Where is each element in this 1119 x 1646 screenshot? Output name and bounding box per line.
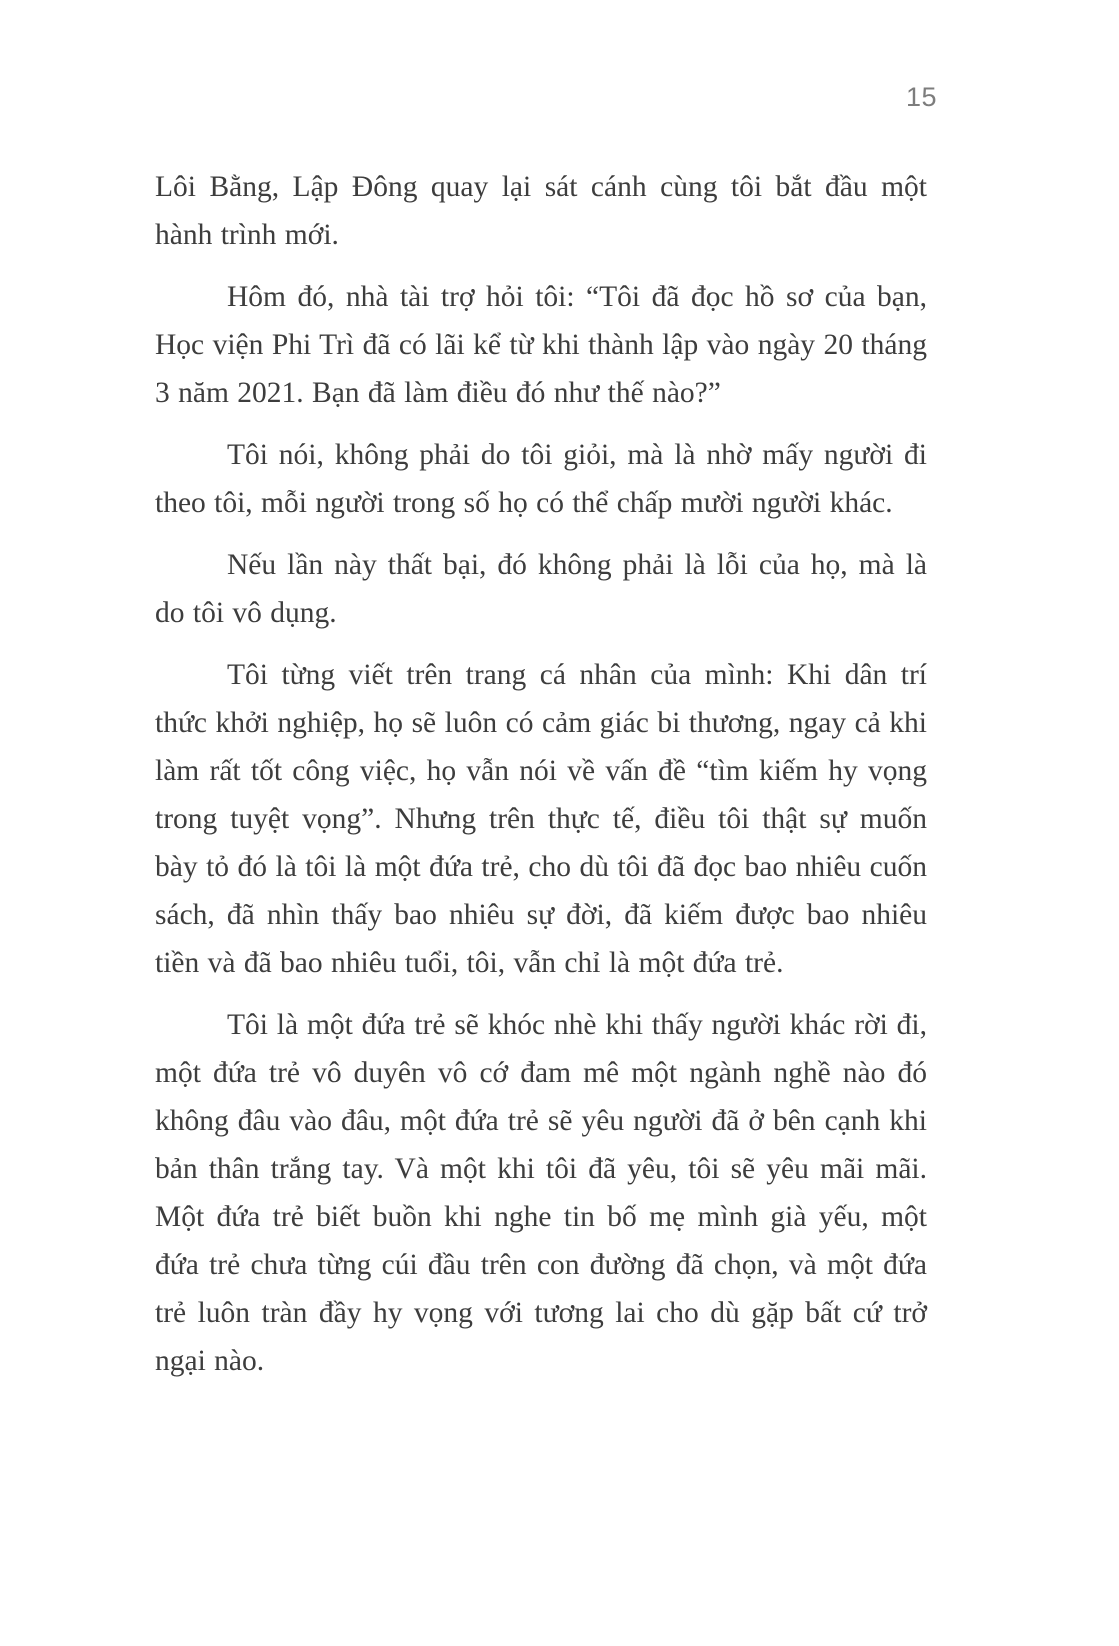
body-text xyxy=(155,163,927,1399)
page-number: 15 xyxy=(905,82,937,112)
paragraph: Hôm đó, nhà tài trợ hỏi tôi: “Tôi đã đọc hồ sơ của bạn, Học viện Phi Trì đã có lãi kể từ khi thành lập vào ngày 20 tháng 3 năm 2021. Bạn đã làm điều đó như thế nào?” xyxy=(155,281,927,409)
paragraph: Tôi là một đứa trẻ sẽ khóc nhè khi thấy người khác rời đi, một đứa trẻ vô duyên vô cớ đam mê một ngành nghề nào đó không đâu vào đâu, một đứa trẻ sẽ yêu người đã ở bên cạnh khi bản thân trắng tay. Và một khi tôi đã yêu, tôi sẽ yêu mãi mãi. Một đứa trẻ biết buồn khi nghe tin bố mẹ mình già yếu, một đứa trẻ chưa từng cúi đầu trên con đường đã chọn, và một đứa trẻ luôn tràn đầy hy vọng với tương lai cho dù gặp bất cứ trở ngại nào. xyxy=(155,1009,927,1377)
paragraph: Tôi nói, không phải do tôi giỏi, mà là nhờ mấy người đi theo tôi, mỗi người trong số họ có thể chấp mười người khác. xyxy=(155,439,927,519)
paragraph: Nếu lần này thất bại, đó không phải là lỗi của họ, mà là do tôi vô dụng. xyxy=(155,549,927,629)
paragraph: Lôi Bằng, Lập Đông quay lại sát cánh cùng tôi bắt đầu một hành trình mới. xyxy=(155,171,927,251)
paragraph: Tôi từng viết trên trang cá nhân của mình: Khi dân trí thức khởi nghiệp, họ sẽ luôn có cảm giác bi thương, ngay cả khi làm rất tốt công việc, họ vẫn nói về vấn đề “tìm kiếm hy vọng trong tuyệt vọng”. Nhưng trên thực tế, điều tôi thật sự muốn bày tỏ đó là tôi là một đứa trẻ, cho dù tôi đã đọc bao nhiêu cuốn sách, đã nhìn thấy bao nhiêu sự đời, đã kiếm được bao nhiêu tiền và đã bao nhiêu tuổi, tôi, vẫn chỉ là một đứa trẻ. xyxy=(155,659,927,979)
